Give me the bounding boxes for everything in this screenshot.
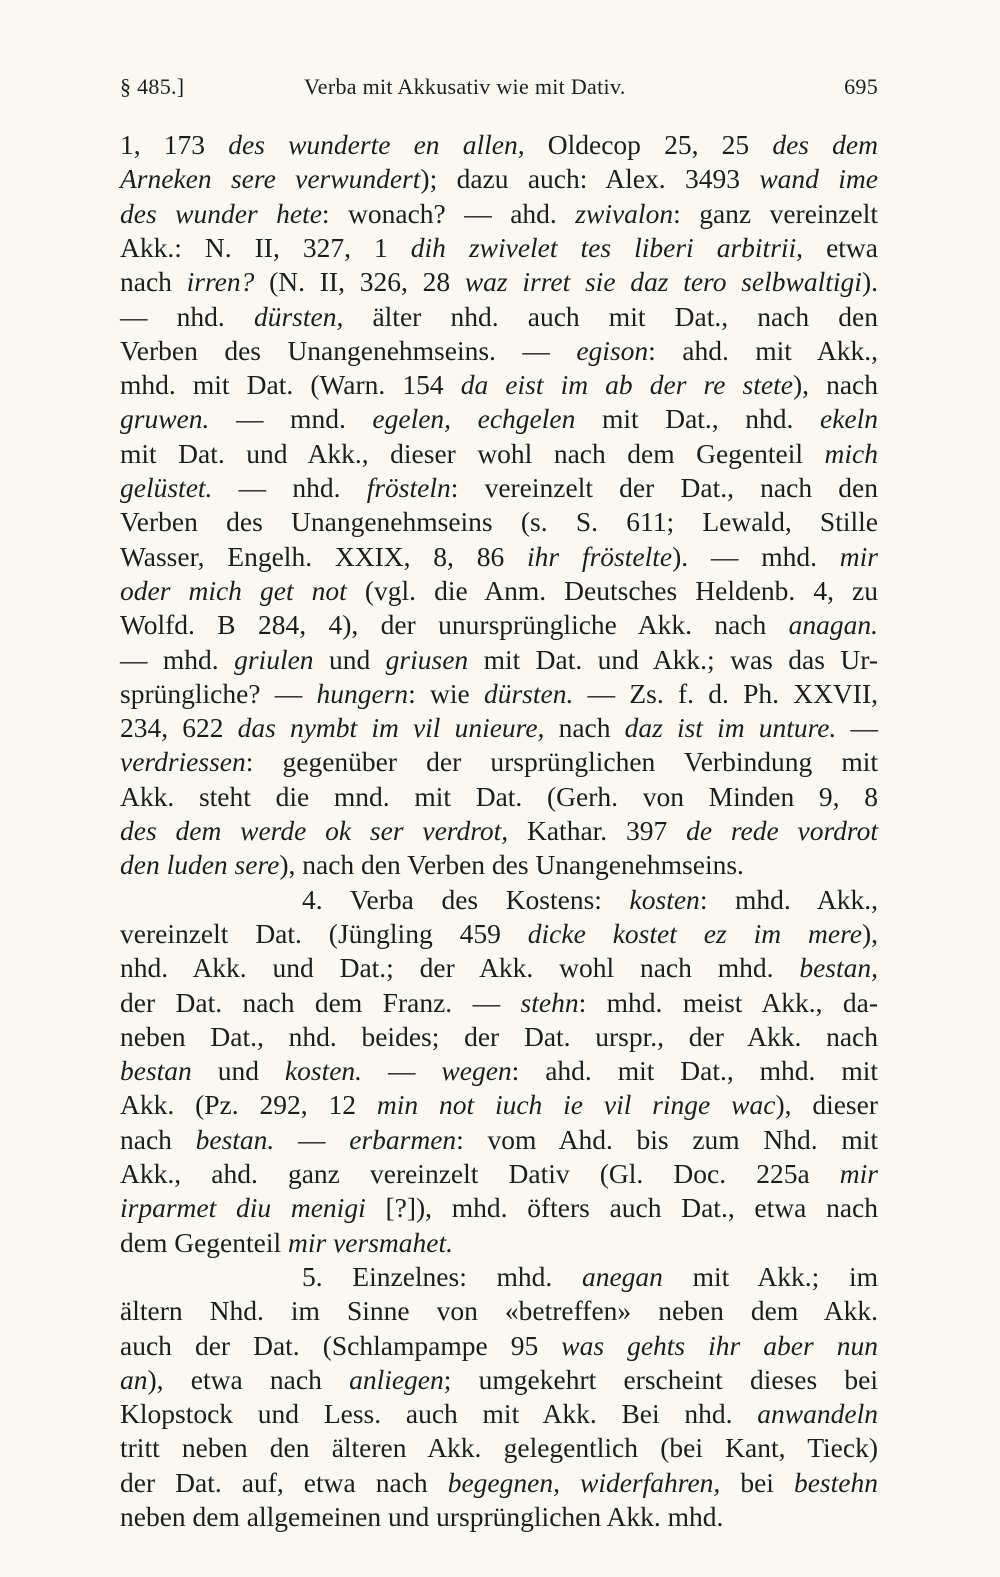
italic-segment: dicke kostet ez im mere [527,917,862,949]
text-segment: mit Dat. und Akk.; was das Ur- [468,643,878,675]
text-segment: — Zs. f. d. Ph. XXVII, [573,677,878,709]
text-line [120,1260,878,1294]
italic-segment: bestan [120,1055,192,1087]
italic-segment: daz ist im unture. [624,712,837,744]
text-line [120,300,878,334]
text-segment: nhd. Akk. und Dat.; der Akk. wohl nach mhd. [120,952,800,984]
italic-segment: verdriessen [120,746,246,778]
italic-segment: dürsten, [253,300,344,332]
italic-segment: irren? [186,266,255,298]
text-segment: tritt neben den älteren Akk. gelegentlich (bei Kant, Tieck) [120,1432,878,1464]
italic-segment: gruwen. [120,403,210,435]
text-line [120,780,878,814]
italic-segment: waz irret sie daz tero selbwaltigi [464,266,862,298]
text-segment: mit Akk.; im [662,1260,878,1292]
text-line [120,1294,878,1328]
text-line [120,231,878,265]
text-line [120,1157,878,1191]
italic-segment: hungern [316,677,409,709]
text-segment: — mnd. [209,403,373,435]
text-segment: ältern Nhd. im Sinne von «betreffen» neben dem Akk. [120,1295,878,1327]
italic-segment: anagan. [788,609,878,641]
text-line [120,883,878,917]
text-line [120,643,878,677]
text-segment: 1, 173 [120,129,229,160]
text-line [120,1088,878,1122]
text-line [120,1123,878,1157]
text-segment: : mhd. meist Akk., da- [578,986,878,1018]
text-segment: nach [120,1123,196,1155]
italic-segment: stehn [520,986,579,1018]
italic-segment: bestehn [793,1466,878,1498]
text-line [120,1020,878,1054]
italic-segment: oder mich get not [120,574,347,606]
text-segment: Akk.: N. II, 327, 1 [120,231,411,263]
text-segment: auch der Dat. (Schlampampe 95 [120,1329,562,1361]
text-line [120,437,878,471]
text-line [120,1054,878,1088]
text-segment: ). — mhd. [672,540,840,572]
text-segment: Oldecop 25, 25 [524,129,773,160]
text-segment: : wonach? — ahd. [321,197,576,229]
text-line [120,1363,878,1397]
italic-segment: ihr fröstelte [527,540,673,572]
text-segment: neben dem allgemeinen und ursprünglichen Akk. mhd. [120,1501,724,1532]
text-line [120,677,878,711]
text-segment: Wasser, Engelh. XXIX, 8, 86 [120,540,528,572]
text-line [120,265,878,299]
text-segment: und [191,1055,285,1087]
text-segment: ); dazu auch: Alex. 3493 [420,163,760,195]
text-segment: Kathar. 397 [508,815,687,846]
text-segment: 234, 622 [120,712,238,744]
italic-segment: den luden sere [120,849,280,881]
section-reference: § 485.] [120,74,185,99]
text-segment: : gegenüber der ursprünglichen Verbindung mit [245,746,878,778]
text-segment: ; umgekehrt erscheint dieses bei [443,1363,878,1395]
page-number: 695 [844,74,878,99]
italic-segment: wand ime [759,163,878,195]
text-line [120,814,878,848]
italic-segment: des wunderte en allen, [228,129,525,160]
italic-segment: Arneken sere verwundert [120,163,421,195]
text-line [120,162,878,196]
italic-segment: irparmet diu menigi [120,1192,366,1224]
text-line [120,1431,878,1465]
running-title: Verba mit Akkusativ wie mit Dativ. [304,74,626,99]
text-line [120,1329,878,1363]
text-segment: etwa [803,231,878,263]
italic-segment: frösteln [366,472,451,503]
italic-segment: begegnen, widerfahren, [447,1466,721,1498]
text-segment: — nhd. [120,300,254,332]
italic-segment: das nymbt im vil unieure, [237,712,545,744]
text-segment: älter nhd. auch mit Dat., nach den [343,300,879,332]
italic-segment: egelen, echgelen [372,403,576,435]
italic-segment: kosten [629,883,700,915]
text-segment: Akk., ahd. ganz vereinzelt Dativ (Gl. Doc. 225a [120,1158,840,1189]
text-segment: — [362,1055,442,1087]
text-line [120,1500,878,1534]
text-segment: (vgl. die Anm. Deutsches Heldenb. 4, zu [346,574,878,606]
italic-segment: anegan [581,1260,663,1292]
text-line [120,471,878,505]
text-segment: mit Dat., nhd. [575,403,820,435]
italic-segment: da eist im ab der re stete [460,369,793,401]
italic-segment: mir versmahet. [288,1226,453,1258]
text-segment: Akk. (Pz. 292, 12 [120,1089,377,1121]
italic-segment: egison [576,334,649,366]
text-segment: der Dat. auf, etwa nach [120,1466,448,1498]
text-segment: ), dieser [775,1089,878,1121]
italic-segment: min not iuch ie vil ringe wac [376,1089,776,1121]
text-line [120,1397,878,1431]
italic-segment: erbarmen [349,1123,457,1155]
text-line [120,848,878,882]
running-header [120,74,878,104]
text-segment: : ahd. mit Dat., mhd. mit [511,1055,879,1087]
text-segment: — [836,712,879,744]
italic-segment: des dem [772,129,878,160]
text-segment: neben Dat., nhd. beides; der Dat. urspr., der Akk. nach [120,1020,878,1052]
text-line [120,1226,878,1260]
text-segment: ), nach [792,369,878,401]
text-line [120,402,878,436]
text-line [120,917,878,951]
italic-segment: bestan. [195,1123,275,1155]
italic-segment: de rede vordrot [686,815,878,846]
text-segment: ), etwa nach [147,1363,350,1395]
text-line [120,1191,878,1225]
italic-segment: wegen [441,1055,512,1087]
text-segment: : vom Ahd. bis zum Nhd. mit [456,1123,879,1155]
text-segment: ), [861,917,878,949]
italic-segment: ekeln [819,403,878,435]
text-segment: bei [720,1466,794,1498]
text-segment: 5. Einzelnes: mhd. [302,1260,582,1292]
text-segment: sprüngliche? — [120,677,317,709]
text-segment: — mhd. [120,643,235,675]
text-segment: — nhd. [212,472,367,503]
text-line [120,334,878,368]
italic-segment: anliegen [349,1363,444,1395]
italic-segment: an [120,1363,148,1395]
text-segment: : vereinzelt der Dat., nach den [450,472,879,503]
italic-segment: anwandeln [757,1398,878,1430]
text-line [120,986,878,1020]
text-segment: Klopstock und Less. auch mit Akk. Bei nhd. [120,1398,758,1430]
text-line [120,951,878,985]
text-segment: : mhd. Akk., [699,883,878,915]
text-segment: (N. II, 326, 28 [254,266,465,298]
text-segment: mhd. mit Dat. (Warn. 154 [120,369,461,401]
italic-segment: dih zwivelet tes liberi arbitrii, [410,231,804,263]
italic-segment: des dem werde ok ser verdrot, [120,815,509,846]
italic-segment: zwivalon [575,197,674,229]
italic-segment: mir [839,540,878,572]
italic-segment: was gehts ihr aber nun [561,1329,878,1361]
text-segment: nach [120,266,187,298]
text-segment: : wie [408,677,484,709]
text-line [120,711,878,745]
text-segment: ), nach den Verben des Unangenehmseins. [279,849,744,881]
text-line [120,128,878,162]
text-segment: nach [544,712,625,744]
text-segment: Verben des Unangenehmseins (s. S. 611; Lewald, Stille [120,506,878,538]
italic-segment: bestan, [799,952,878,984]
text-segment: der Dat. nach dem Franz. — [120,986,521,1018]
text-segment: und [313,643,386,675]
italic-segment: dürsten. [483,677,574,709]
text-segment: Verben des Unangenehmseins. — [120,334,577,366]
text-line [120,1466,878,1500]
text-segment: : ahd. mit Akk., [648,334,878,366]
text-line [120,745,878,779]
text-line [120,608,878,642]
text-line [120,540,878,574]
italic-segment: kosten. [284,1055,363,1087]
text-segment: 4. Verba des Kostens: [302,883,630,915]
text-segment: : ganz vereinzelt [673,197,878,229]
italic-segment: griusen [385,643,469,675]
text-segment: vereinzelt Dat. (Jüngling 459 [120,917,528,949]
text-segment: Akk. steht die mnd. mit Dat. (Gerh. von Minden 9, 8 [120,780,878,812]
text-segment: mit Dat. und Akk., dieser wohl nach dem Gegenteil [120,437,825,469]
italic-segment: des wunder hete [120,197,322,229]
text-segment: — [274,1123,350,1155]
text-segment: Wolfd. B 284, 4), der unursprüngliche Akk. nach [120,609,789,641]
text-segment: ). [861,266,878,298]
italic-segment: griulen [234,643,314,675]
text-line [120,368,878,402]
text-segment: dem Gegenteil [120,1226,288,1258]
text-line [120,505,878,539]
text-line [120,574,878,608]
italic-segment: mich [824,437,878,469]
text-segment: [?]), mhd. öfters auch Dat., etwa nach [365,1192,878,1224]
italic-segment: mir [839,1158,878,1189]
italic-segment: gelüstet. [120,472,213,503]
text-line [120,197,878,231]
